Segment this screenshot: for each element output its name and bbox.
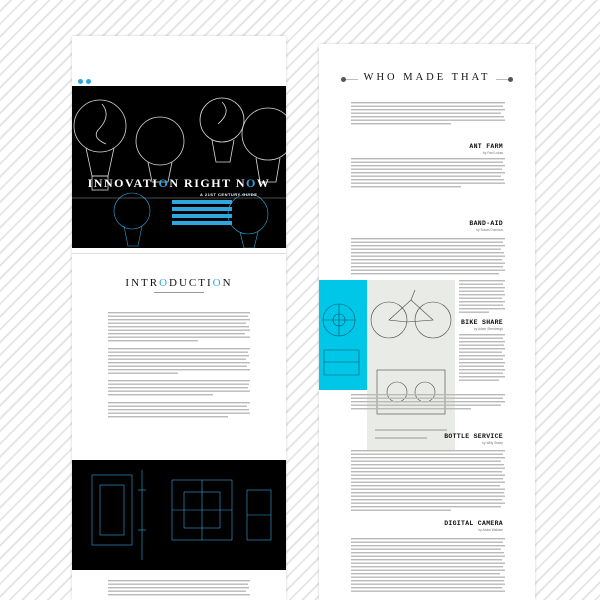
- right-page: [319, 44, 535, 600]
- intro-paragraph: [351, 102, 505, 132]
- hero-menu-item[interactable]: [172, 207, 232, 211]
- hero-title: INNOVATION RIGHT NOW: [87, 176, 271, 190]
- section-body: [351, 394, 505, 416]
- section-body: [351, 450, 505, 520]
- section-body: [351, 238, 505, 282]
- section-byline: by Paul Lukas: [482, 151, 503, 155]
- hero-subtitle: A 21ST CENTURY GUIDE: [200, 192, 258, 197]
- page-title: WHO MADE THAT: [319, 72, 535, 83]
- intro-body-text: [108, 312, 250, 452]
- facebook-icon[interactable]: [86, 79, 91, 84]
- section-title-band-aid: BAND-AID: [469, 220, 503, 227]
- section-body: [459, 334, 505, 392]
- section-body: [459, 280, 505, 340]
- section-byline: by Susan Dominus: [476, 228, 503, 232]
- left-page: [72, 36, 286, 600]
- section-title-bike-share: BIKE SHARE: [460, 319, 503, 326]
- hero-banner: [72, 86, 286, 248]
- hero-menu-item[interactable]: [172, 200, 232, 204]
- hero-menu-item[interactable]: [172, 221, 232, 225]
- blueprint-image: [72, 460, 286, 570]
- section-body: [351, 538, 505, 598]
- section-title-digital-camera: DIGITAL CAMERA: [444, 520, 503, 527]
- patent-drawing-cyan: [319, 280, 367, 390]
- section-byline: by Willy Staley: [482, 441, 503, 445]
- section-byline: by Adam Wallace: [478, 528, 503, 532]
- bicycle-patent-drawing: [367, 280, 455, 450]
- hero-menu: [172, 200, 232, 228]
- social-icons: [78, 79, 91, 84]
- section-title-bottle-service: BOTTLE SERVICE: [444, 433, 503, 440]
- twitter-icon[interactable]: [78, 79, 83, 84]
- section-byline: by Adam Sternbergh: [473, 327, 503, 331]
- intro-body-text-continued: [108, 580, 250, 600]
- hero-menu-item[interactable]: [172, 214, 232, 218]
- divider: [72, 253, 286, 254]
- intro-title: INTRODUCTION: [125, 277, 233, 289]
- intro-rule: [154, 292, 204, 293]
- section-title-ant-farm: ANT FARM: [469, 143, 503, 150]
- section-body: [351, 158, 505, 198]
